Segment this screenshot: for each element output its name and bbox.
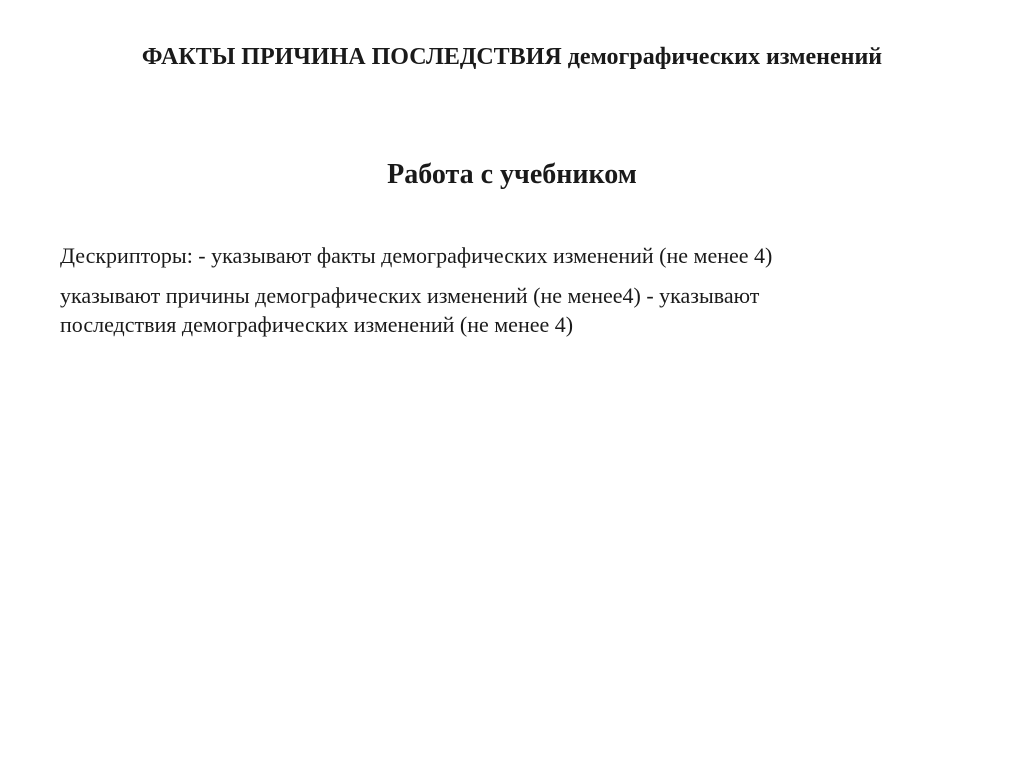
title-caps: ФАКТЫ ПРИЧИНА ПОСЛЕДСТВИЯ	[141, 44, 562, 70]
title-rest: демографических изменений	[567, 44, 883, 70]
descriptor-line-3: последствия демографических изменений (не менее 4)	[60, 312, 574, 337]
descriptor-line-2: указывают причины демографических изменений (не менее4) - указывают	[60, 283, 760, 308]
slide-title	[0, 40, 1024, 74]
descriptor-line-1: Дескрипторы: - указывают факты демографических изменений (не менее 4)	[60, 243, 773, 268]
slide-subtitle: Работа с учебником	[387, 159, 637, 190]
